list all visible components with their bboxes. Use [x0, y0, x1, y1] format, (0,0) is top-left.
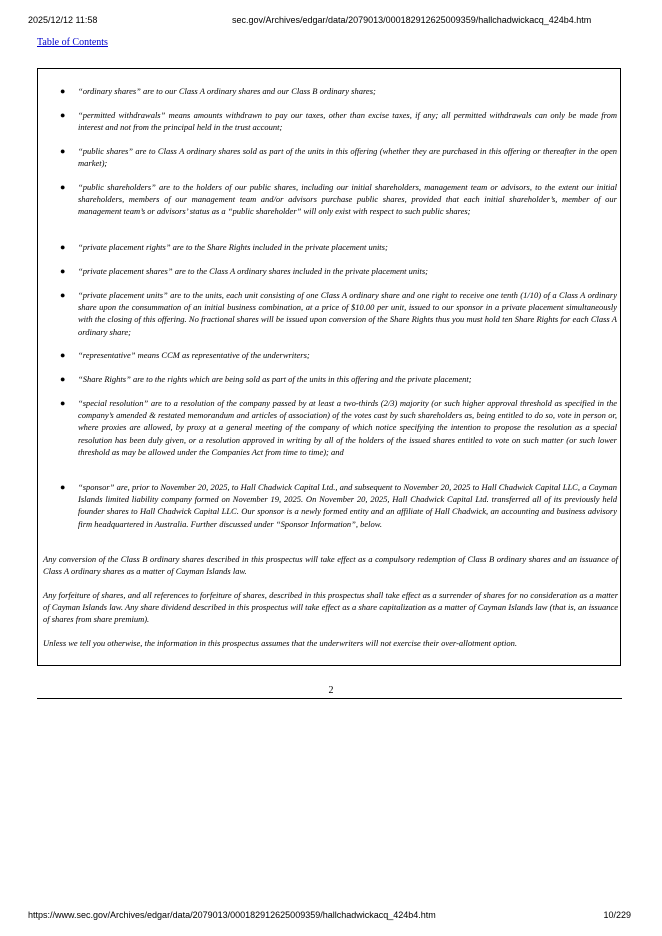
- bullet-icon: ●: [60, 86, 66, 96]
- bullet-icon: ●: [60, 242, 66, 252]
- print-footer: [28, 910, 634, 922]
- definition-text: “public shares” are to Class A ordinary shares sold as part of the units in this offering (whether they are purchased in this offering or thereafter in the open market);: [78, 146, 617, 169]
- bullet-icon: ●: [60, 110, 66, 120]
- definition-text: “ordinary shares” are to our Class A ordinary shares and our Class B ordinary shares;: [78, 86, 376, 96]
- bullet-icon: ●: [60, 146, 66, 156]
- bullet-icon: ●: [60, 374, 66, 384]
- definition-text: “special resolution” are to a resolution of the company passed by at least a two-thirds (2/3) majority (or such higher approval threshold as specified in the company’s amended & restated memorandum and articles of association) of the votes cast by such shareholders as, being entitled to do so, vote in person or, where proxies are allowed, by proxy at a general meeting of the company of which notice specifying the intention to propose the resolution as a special resolution has been duly given, or a resolution approved in writing by all of the holders of the issued shares entitled to vote on such matter (or such lower threshold as may be allowed under the Companies Act from time to time); and: [78, 398, 617, 457]
- over-allotment-paragraph: Unless we tell you otherwise, the information in this prospectus assumes that the underwriters will not exercise their over-allotment option.: [43, 638, 517, 648]
- bullet-icon: ●: [60, 182, 66, 192]
- table-of-contents-link[interactable]: Table of Contents: [37, 37, 108, 48]
- bullet-icon: ●: [60, 350, 66, 360]
- bullet-icon: ●: [60, 482, 66, 492]
- print-footer-url: https://www.sec.gov/Archives/edgar/data/2079013/000182912625009359/hallchadwickacq_424b4.htm: [28, 910, 436, 920]
- definitions-box: [37, 68, 621, 666]
- definition-item: [60, 241, 617, 253]
- forfeiture-paragraph: Any forfeiture of shares, and all references to forfeiture of shares, described in this prospectus shall take effect as a surrender of shares for no consideration as a matter of Cayman Islands law. Any share dividend described in this prospectus will take effect as a share capitalization as a matter of Cayman Islands law (that is, an issuance of shares from share premium).: [43, 590, 618, 625]
- definition-item: [60, 181, 617, 218]
- definition-text: “private placement units” are to the units, each unit consisting of one Class A ordinary share and one right to receive one tenth (1/10) of a Class A ordinary share upon the consummation of an initial business combination, at a price of $10.00 per unit, issued to our sponsor in a private placement simultaneously with the closing of this offering. No fractional shares will be issued upon conversion of the Share Rights thus you must hold ten Share Rights for each Class A ordinary share;: [78, 290, 617, 337]
- definition-item: [60, 349, 617, 361]
- bullet-icon: ●: [60, 398, 66, 408]
- definition-item: [60, 145, 617, 169]
- definition-text: “public shareholders” are to the holders of our public shares, including our initial shareholders, management team or advisors, to the extent our initial shareholders, members of our management team and/or advisors purchase public shares, provided that each initial shareholder’s, member of our management team’s or advisors’ status as a “public shareholder” will only exist with respect to such public shares;: [78, 182, 617, 217]
- definition-item: [60, 481, 617, 530]
- definition-item: [60, 397, 617, 458]
- print-datetime: 2025/12/12 11:58: [28, 15, 98, 25]
- definition-text: “representative” means CCM as representative of the underwriters;: [78, 350, 310, 360]
- page-divider: [37, 698, 622, 699]
- definition-text: “private placement shares” are to the Class A ordinary shares included in the private placement units;: [78, 266, 428, 276]
- page-number: 2: [328, 685, 334, 696]
- definition-text: “private placement rights” are to the Share Rights included in the private placement units;: [78, 242, 388, 252]
- definition-item: [60, 373, 617, 385]
- print-header: [28, 15, 634, 27]
- definition-item: [60, 289, 617, 338]
- definition-text: “Share Rights” are to the rights which are being sold as part of the units in this offering and the private placement;: [78, 374, 472, 384]
- definition-item: [60, 85, 617, 97]
- print-page-indicator: 10/229: [603, 910, 631, 920]
- definition-item: [60, 265, 617, 277]
- definition-text: “permitted withdrawals” means amounts withdrawn to pay our taxes, other than excise taxes, if any; all permitted withdrawals can only be made from interest and not from the principal held in the trust account;: [78, 110, 617, 133]
- definition-text: “sponsor” are, prior to November 20, 2025, to Hall Chadwick Capital Ltd., and subsequent to November 20, 2025 to Hall Chadwick Capital LLC, a Cayman Islands limited liability company formed on November 19, 2025. On November 20, 2025, Hall Chadwick Capital Ltd. transferred all of its previously held founder shares to Hall Chadwick Capital LLC. Our sponsor is a newly formed entity and an affiliate of Hall Chadwick, an accounting and business advisory firm headquartered in Australia. Further discussed under “Sponsor Information”, below.: [78, 482, 617, 529]
- bullet-icon: ●: [60, 290, 66, 300]
- bullet-icon: ●: [60, 266, 66, 276]
- definition-item: [60, 109, 617, 133]
- conversion-paragraph: Any conversion of the Class B ordinary shares described in this prospectus will take effect as a compulsory redemption of Class B ordinary shares and an issuance of Class A ordinary shares as a matter of Cayman Islands law.: [43, 554, 618, 577]
- print-header-url: sec.gov/Archives/edgar/data/2079013/000182912625009359/hallchadwickacq_424b4.htm: [232, 15, 592, 25]
